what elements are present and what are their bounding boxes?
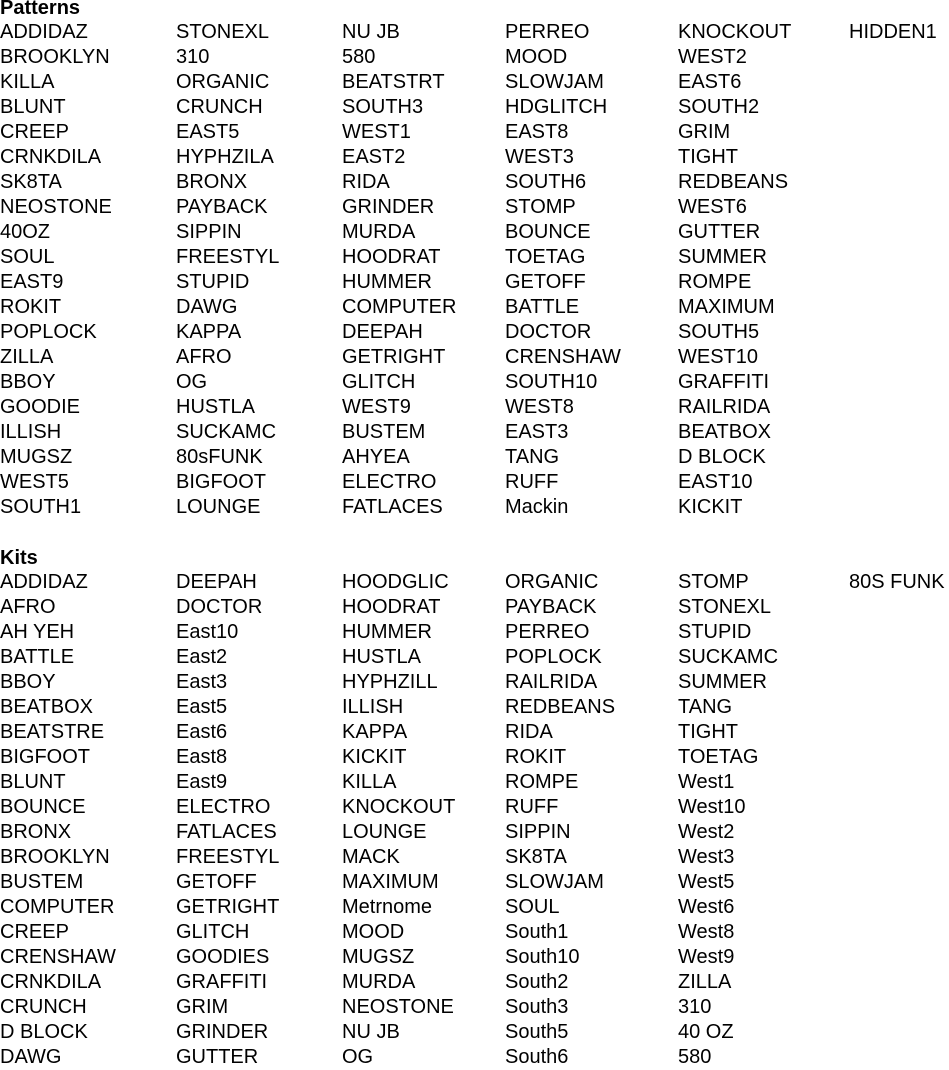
- patterns-cell: SOUL: [0, 246, 55, 268]
- kits-row: [0, 945, 949, 970]
- kits-cell: GRIM: [176, 996, 229, 1018]
- kits-cell: South10: [505, 946, 580, 968]
- kits-cell: South2: [505, 971, 569, 993]
- kits-cell: SUCKAMC: [678, 646, 779, 668]
- kits-cell: West10: [678, 796, 746, 818]
- patterns-table: [0, 20, 949, 520]
- kits-cell: East3: [176, 671, 228, 693]
- patterns-cell: AHYEA: [342, 446, 410, 468]
- kits-cell: AFRO: [0, 596, 56, 618]
- patterns-cell: HIDDEN1: [849, 21, 937, 43]
- kits-cell: DOCTOR: [176, 596, 263, 618]
- kits-cell: TOETAG: [678, 746, 759, 768]
- kits-cell: RAILRIDA: [505, 671, 598, 693]
- patterns-cell: GOODIE: [0, 396, 81, 418]
- patterns-cell: ROMPE: [678, 271, 752, 293]
- kits-cell: West1: [678, 771, 735, 793]
- kits-cell: KILLA: [342, 771, 397, 793]
- patterns-cell: NEOSTONE: [0, 196, 112, 218]
- kits-cell: ELECTRO: [176, 796, 271, 818]
- patterns-cell: OG: [176, 371, 208, 393]
- patterns-cell: SOUTH3: [342, 96, 424, 118]
- patterns-row: [0, 445, 949, 470]
- patterns-cell: ELECTRO: [342, 471, 437, 493]
- kits-row: [0, 870, 949, 895]
- patterns-cell: REDBEANS: [678, 171, 789, 193]
- kits-cell: BLUNT: [0, 771, 66, 793]
- kits-cell: NU JB: [342, 1021, 400, 1043]
- kits-cell: STONEXL: [678, 596, 771, 618]
- patterns-cell: RUFF: [505, 471, 559, 493]
- kits-cell: West3: [678, 846, 735, 868]
- kits-cell: BRONX: [0, 821, 72, 843]
- kits-cell: BBOY: [0, 671, 56, 693]
- patterns-row: [0, 270, 949, 295]
- kits-cell: GUTTER: [176, 1046, 259, 1068]
- patterns-cell: DEEPAH: [342, 321, 423, 343]
- patterns-row: [0, 370, 949, 395]
- patterns-cell: TANG: [505, 446, 560, 468]
- patterns-cell: EAST10: [678, 471, 753, 493]
- kits-cell: HYPHZILL: [342, 671, 438, 693]
- kits-cell: GRINDER: [176, 1021, 269, 1043]
- kits-cell: GETRIGHT: [176, 896, 280, 918]
- patterns-row: [0, 245, 949, 270]
- kits-cell: HUSTLA: [342, 646, 421, 668]
- patterns-cell: EAST5: [176, 121, 240, 143]
- patterns-cell: NU JB: [342, 21, 400, 43]
- patterns-cell: STOMP: [505, 196, 576, 218]
- patterns-cell: KAPPA: [176, 321, 242, 343]
- patterns-cell: GETOFF: [505, 271, 586, 293]
- patterns-cell: SOUTH2: [678, 96, 760, 118]
- kits-cell: CRNKDILA: [0, 971, 102, 993]
- patterns-row: [0, 120, 949, 145]
- kits-cell: POPLOCK: [505, 646, 602, 668]
- patterns-cell: BEATBOX: [678, 421, 771, 443]
- kits-cell: DEEPAH: [176, 571, 257, 593]
- patterns-cell: MOOD: [505, 46, 568, 68]
- patterns-cell: EAST9: [0, 271, 64, 293]
- patterns-cell: FATLACES: [342, 496, 443, 518]
- patterns-cell: BIGFOOT: [176, 471, 266, 493]
- patterns-cell: AFRO: [176, 346, 232, 368]
- patterns-cell: 580: [342, 46, 376, 68]
- patterns-cell: MUGSZ: [0, 446, 73, 468]
- kits-cell: TIGHT: [678, 721, 738, 743]
- kits-cell: East2: [176, 646, 228, 668]
- patterns-cell: FREESTYL: [176, 246, 280, 268]
- patterns-cell: MAXIMUM: [678, 296, 775, 318]
- patterns-cell: HDGLITCH: [505, 96, 608, 118]
- patterns-cell: WEST2: [678, 46, 747, 68]
- kits-row: [0, 670, 949, 695]
- patterns-heading: Patterns: [0, 0, 81, 19]
- patterns-row: [0, 345, 949, 370]
- kits-cell: DAWG: [0, 1046, 62, 1068]
- kits-cell: GLITCH: [176, 921, 250, 943]
- patterns-cell: 80sFUNK: [176, 446, 263, 468]
- kits-row: [0, 745, 949, 770]
- patterns-cell: SUCKAMC: [176, 421, 277, 443]
- kits-table: [0, 570, 949, 1070]
- kits-row: [0, 795, 949, 820]
- patterns-cell: HUSTLA: [176, 396, 255, 418]
- patterns-row: [0, 495, 949, 520]
- patterns-cell: POPLOCK: [0, 321, 97, 343]
- kits-cell: ROKIT: [505, 746, 567, 768]
- kits-cell: SLOWJAM: [505, 871, 604, 893]
- kits-cell: KICKIT: [342, 746, 407, 768]
- kits-row: [0, 1020, 949, 1045]
- kits-cell: West8: [678, 921, 735, 943]
- kits-cell: FREESTYL: [176, 846, 280, 868]
- kits-cell: BATTLE: [0, 646, 75, 668]
- kits-cell: South3: [505, 996, 569, 1018]
- patterns-cell: HUMMER: [342, 271, 432, 293]
- patterns-row: [0, 470, 949, 495]
- kits-cell: ROMPE: [505, 771, 579, 793]
- kits-row: [0, 645, 949, 670]
- kits-row: [0, 595, 949, 620]
- kits-cell: BEATSTRE: [0, 721, 105, 743]
- patterns-cell: LOUNGE: [176, 496, 261, 518]
- patterns-cell: SOUTH1: [0, 496, 82, 518]
- kits-cell: HOODGLIC: [342, 571, 449, 593]
- kits-cell: ZILLA: [678, 971, 732, 993]
- kits-row: [0, 995, 949, 1020]
- patterns-cell: SUMMER: [678, 246, 767, 268]
- kits-cell: MURDA: [342, 971, 416, 993]
- patterns-cell: BATTLE: [505, 296, 580, 318]
- patterns-cell: CRENSHAW: [505, 346, 621, 368]
- kits-cell: TANG: [678, 696, 733, 718]
- patterns-row: [0, 320, 949, 345]
- kits-cell: KNOCKOUT: [342, 796, 456, 818]
- kits-cell: BEATBOX: [0, 696, 93, 718]
- kits-cell: RIDA: [505, 721, 553, 743]
- kits-row: [0, 620, 949, 645]
- patterns-row: [0, 195, 949, 220]
- patterns-cell: ROKIT: [0, 296, 62, 318]
- kits-cell: HUMMER: [342, 621, 432, 643]
- kits-cell: GETOFF: [176, 871, 257, 893]
- patterns-cell: SIPPIN: [176, 221, 242, 243]
- patterns-row: [0, 395, 949, 420]
- patterns-cell: SLOWJAM: [505, 71, 604, 93]
- kits-cell: STUPID: [678, 621, 752, 643]
- kits-row: [0, 970, 949, 995]
- patterns-cell: DOCTOR: [505, 321, 592, 343]
- patterns-cell: BOUNCE: [505, 221, 591, 243]
- patterns-cell: CRUNCH: [176, 96, 263, 118]
- patterns-cell: ORGANIC: [176, 71, 270, 93]
- patterns-cell: WEST9: [342, 396, 411, 418]
- patterns-row: [0, 295, 949, 320]
- patterns-cell: WEST3: [505, 146, 574, 168]
- patterns-cell: HYPHZILA: [176, 146, 274, 168]
- patterns-cell: GRAFFITI: [678, 371, 770, 393]
- kits-cell: KAPPA: [342, 721, 408, 743]
- patterns-cell: EAST2: [342, 146, 406, 168]
- patterns-row: [0, 20, 949, 45]
- patterns-cell: KILLA: [0, 71, 55, 93]
- patterns-cell: WEST5: [0, 471, 69, 493]
- patterns-cell: RIDA: [342, 171, 390, 193]
- patterns-cell: GRINDER: [342, 196, 435, 218]
- kits-cell: MAXIMUM: [342, 871, 439, 893]
- patterns-cell: GLITCH: [342, 371, 416, 393]
- patterns-cell: Mackin: [505, 496, 569, 518]
- kits-cell: 40 OZ: [678, 1021, 734, 1043]
- kits-cell: East10: [176, 621, 239, 643]
- kits-cell: Metrnome: [342, 896, 433, 918]
- patterns-cell: 310: [176, 46, 210, 68]
- patterns-cell: GRIM: [678, 121, 731, 143]
- kits-row: [0, 920, 949, 945]
- patterns-cell: TIGHT: [678, 146, 738, 168]
- patterns-row: [0, 220, 949, 245]
- kits-cell: South6: [505, 1046, 569, 1068]
- kits-cell: REDBEANS: [505, 696, 616, 718]
- patterns-cell: SOUTH10: [505, 371, 598, 393]
- kits-cell: RUFF: [505, 796, 559, 818]
- kits-row: [0, 720, 949, 745]
- patterns-cell: RAILRIDA: [678, 396, 771, 418]
- patterns-cell: HOODRAT: [342, 246, 441, 268]
- kits-row: [0, 770, 949, 795]
- kits-cell: STOMP: [678, 571, 749, 593]
- patterns-row: [0, 95, 949, 120]
- kits-row: [0, 695, 949, 720]
- kits-cell: CRUNCH: [0, 996, 87, 1018]
- patterns-cell: KICKIT: [678, 496, 743, 518]
- kits-cell: South1: [505, 921, 569, 943]
- kits-cell: West9: [678, 946, 735, 968]
- patterns-cell: STUPID: [176, 271, 250, 293]
- patterns-cell: DAWG: [176, 296, 238, 318]
- patterns-cell: COMPUTER: [342, 296, 457, 318]
- patterns-cell: BLUNT: [0, 96, 66, 118]
- patterns-cell: BUSTEM: [342, 421, 426, 443]
- patterns-cell: PAYBACK: [176, 196, 268, 218]
- patterns-cell: D BLOCK: [678, 446, 766, 468]
- kits-cell: BROOKLYN: [0, 846, 110, 868]
- patterns-row: [0, 420, 949, 445]
- kits-cell: MACK: [342, 846, 400, 868]
- kits-cell: PAYBACK: [505, 596, 597, 618]
- patterns-cell: WEST1: [342, 121, 411, 143]
- patterns-cell: BBOY: [0, 371, 56, 393]
- patterns-row: [0, 70, 949, 95]
- patterns-cell: BROOKLYN: [0, 46, 110, 68]
- kits-cell: West2: [678, 821, 735, 843]
- kits-cell: ADDIDAZ: [0, 571, 88, 593]
- patterns-row: [0, 145, 949, 170]
- patterns-cell: ZILLA: [0, 346, 54, 368]
- kits-cell: SK8TA: [505, 846, 567, 868]
- patterns-cell: EAST6: [678, 71, 742, 93]
- patterns-row: [0, 170, 949, 195]
- kits-row: [0, 820, 949, 845]
- patterns-cell: MURDA: [342, 221, 416, 243]
- kits-row: [0, 1045, 949, 1070]
- patterns-cell: CRNKDILA: [0, 146, 102, 168]
- kits-cell: BUSTEM: [0, 871, 84, 893]
- kits-cell: ILLISH: [342, 696, 404, 718]
- kits-cell: 310: [678, 996, 712, 1018]
- kits-cell: ORGANIC: [505, 571, 599, 593]
- kits-cell: CRENSHAW: [0, 946, 116, 968]
- patterns-cell: 40OZ: [0, 221, 51, 243]
- kits-cell: South5: [505, 1021, 569, 1043]
- patterns-cell: WEST10: [678, 346, 759, 368]
- kits-cell: AH YEH: [0, 621, 75, 643]
- patterns-row: [0, 45, 949, 70]
- kits-cell: 580: [678, 1046, 712, 1068]
- patterns-cell: GUTTER: [678, 221, 761, 243]
- kits-cell: COMPUTER: [0, 896, 115, 918]
- kits-cell: East6: [176, 721, 228, 743]
- kits-cell: LOUNGE: [342, 821, 427, 843]
- patterns-cell: SOUTH5: [678, 321, 760, 343]
- kits-cell: PERREO: [505, 621, 590, 643]
- patterns-cell: STONEXL: [176, 21, 269, 43]
- kits-cell: East5: [176, 696, 228, 718]
- kits-cell: GOODIES: [176, 946, 270, 968]
- kits-cell: MOOD: [342, 921, 405, 943]
- patterns-cell: EAST8: [505, 121, 569, 143]
- patterns-cell: TOETAG: [505, 246, 586, 268]
- kits-heading: Kits: [0, 547, 38, 569]
- kits-cell: FATLACES: [176, 821, 277, 843]
- kits-cell: GRAFFITI: [176, 971, 268, 993]
- kits-cell: HOODRAT: [342, 596, 441, 618]
- kits-cell: East9: [176, 771, 228, 793]
- kits-cell: NEOSTONE: [342, 996, 454, 1018]
- patterns-cell: BRONX: [176, 171, 248, 193]
- kits-cell: SUMMER: [678, 671, 767, 693]
- patterns-cell: ILLISH: [0, 421, 62, 443]
- kits-cell: West6: [678, 896, 735, 918]
- kits-cell: MUGSZ: [342, 946, 415, 968]
- patterns-cell: GETRIGHT: [342, 346, 446, 368]
- kits-cell: OG: [342, 1046, 374, 1068]
- patterns-cell: KNOCKOUT: [678, 21, 792, 43]
- patterns-cell: PERREO: [505, 21, 590, 43]
- kits-row: [0, 845, 949, 870]
- kits-cell: East8: [176, 746, 228, 768]
- patterns-cell: CREEP: [0, 121, 69, 143]
- kits-row: [0, 570, 949, 595]
- kits-cell: West5: [678, 871, 735, 893]
- patterns-cell: SK8TA: [0, 171, 62, 193]
- kits-cell: SOUL: [505, 896, 560, 918]
- kits-cell: BOUNCE: [0, 796, 86, 818]
- kits-cell: BIGFOOT: [0, 746, 90, 768]
- kits-cell: SIPPIN: [505, 821, 571, 843]
- kits-row: [0, 895, 949, 920]
- patterns-cell: SOUTH6: [505, 171, 587, 193]
- kits-cell: CREEP: [0, 921, 69, 943]
- patterns-cell: ADDIDAZ: [0, 21, 88, 43]
- patterns-cell: WEST6: [678, 196, 747, 218]
- patterns-cell: BEATSTRT: [342, 71, 445, 93]
- kits-cell: D BLOCK: [0, 1021, 88, 1043]
- patterns-cell: EAST3: [505, 421, 569, 443]
- kits-cell: 80S FUNK: [849, 571, 945, 593]
- patterns-cell: WEST8: [505, 396, 574, 418]
